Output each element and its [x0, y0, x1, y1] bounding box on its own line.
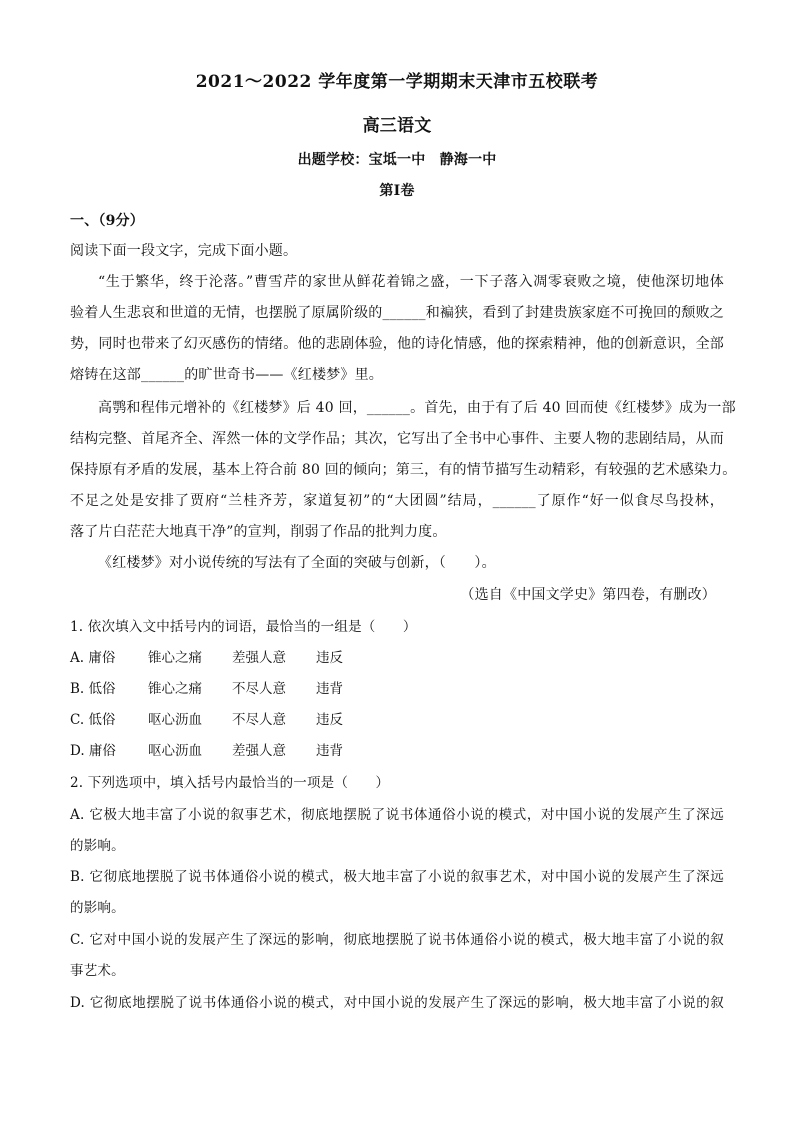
passage-line: 高鹗和程伟元增补的《红楼梦》后 40 回，______。首先，由于有了后 40 回而使《红楼梦》成为一部 [98, 400, 736, 416]
exam-page: 2021～2022 学年度第一学期期末天津市五校联考 高三语文 出题学校：宝坻一中 静海一中 第Ⅰ卷 一、（9分） 阅读下面一段文字，完成下面小题。 “生于繁华，终于沦落。”曹雪芹的家世从鲜花着锦之盛，一下子落入凋零衰败之境，使他深切地体 验着人生悲哀和世道的无情，也摆脱了原属阶级的______和褊狭，看到了封建贵族家庭不可挽回的颓败之 势，同时也带来了幻灭感伤的情绪。他的悲剧体验，他的诗化情感，他的探索精神，他的创新意识，全部 熔铸在这部______的旷世奇书——《红楼梦》里。 高鹗和程伟元增补的《红楼梦》后 40 回，______。首先，由于有了后 40 回而使《红楼梦》成为一部 结构完整、首尾齐全、浑然一体的文学作品；其次，它写出了全书中心事件、主要人物的悲剧结局，从而 保持原有矛盾的发展，基本上符合前 80 回的倾向；第三，有的情节描写生动精彩，有较强的艺术感染力。 不足之处是安排了贾府“兰桂齐芳，家道复初”的“大团圆”结局，______了原作“好一似食尽鸟投林， 落了片白茫茫大地真干净”的宣判，削弱了作品的批判力度。 《红楼梦》对小说传统的写法有了全面的突破与创新，（ ）。 （选自《中国文学史》第四卷，有删改） 1. 依次填入文中括号内的词语，最恰当的一组是（ ） A. 庸俗 锥心之痛 差强人意 违反 B. 低俗 锥心之痛 不尽人意 违背 C. 低俗 呕心沥血 不尽人意 违反 D. 庸俗 呕心沥血 差强人意 违背 2. 下列选项中，填入括号内最恰当的一项是（ ） A. 它极大地丰富了小说的叙事艺术，彻底地摆脱了说书体通俗小说的模式，对中国小说的发展产生了深远 的影响。 B. 它彻底地摆脱了说书体通俗小说的模式，极大地丰富了小说的叙事艺术，对中国小说的发展产生了深远 的影响。 C. 它对中国小说的发展产生了深远的影响，彻底地摆脱了说书体通俗小说的模式，极大地丰富了小说的叙 事艺术。 D. 它彻底地摆脱了说书体通俗小说的模式，对中国小说的发展产生了深远的影响，极大地丰富了小说的叙 [0, 0, 794, 1123]
passage-line: 保持原有矛盾的发展，基本上符合前 80 回的倾向；第三，有的情节描写生动精彩，有较强的艺术感染力。 [70, 462, 737, 478]
passage-line: 结构完整、首尾齐全、浑然一体的文学作品；其次，它写出了全书中心事件、主要人物的悲剧结局，从而 [70, 431, 724, 447]
question-2-option-c-cont: 事艺术。 [70, 963, 125, 979]
passage-line: “生于繁华，终于沦落。”曹雪芹的家世从鲜花着锦之盛，一下子落入凋零衰败之境，使他深切地体 [98, 274, 724, 290]
section-heading: 一、（9分） [70, 213, 144, 229]
question-2-option-a[interactable]: A. 它极大地丰富了小说的叙事艺术，彻底地摆脱了说书体通俗小说的模式，对中国小说的发展产生了深远 [70, 807, 724, 823]
exam-title: 2021～2022 学年度第一学期期末天津市五校联考 [195, 72, 599, 92]
school-line: 出题学校：宝坻一中 静海一中 [297, 152, 497, 168]
question-2-option-a-cont: 的影响。 [70, 838, 125, 854]
question-2-option-b[interactable]: B. 它彻底地摆脱了说书体通俗小说的模式，极大地丰富了小说的叙事艺术，对中国小说的发展产生了深远 [70, 869, 724, 885]
subject-title: 高三语文 [362, 116, 432, 136]
question-1-stem: 1. 依次填入文中括号内的词语，最恰当的一组是（ ） [70, 619, 417, 635]
passage-line: 《红楼梦》对小说传统的写法有了全面的突破与创新，（ ）。 [98, 555, 496, 571]
volume-label: 第Ⅰ卷 [379, 183, 415, 199]
passage-source: （选自《中国文学史》第四卷，有删改） [460, 587, 716, 603]
passage-line: 不足之处是安排了贾府“兰桂齐芳，家道复初”的“大团圆”结局，______了原作“好一似食尽鸟投林， [70, 493, 724, 509]
passage-line: 落了片白茫茫大地真干净”的宣判，削弱了作品的批判力度。 [70, 524, 447, 540]
passage-line: 熔铸在这部______的旷世奇书——《红楼梦》里。 [70, 367, 383, 383]
question-2-option-d[interactable]: D. 它彻底地摆脱了说书体通俗小说的模式，对中国小说的发展产生了深远的影响，极大地丰富了小说的叙 [70, 995, 724, 1011]
instruction-text: 阅读下面一段文字，完成下面小题。 [70, 243, 298, 259]
passage-line: 验着人生悲哀和世道的无情，也摆脱了原属阶级的______和褊狭，看到了封建贵族家庭不可挽回的颓败之 [70, 305, 724, 321]
question-2-option-c[interactable]: C. 它对中国小说的发展产生了深远的影响，彻底地摆脱了说书体通俗小说的模式，极大地丰富了小说的叙 [70, 932, 724, 948]
question-2-stem: 2. 下列选项中，填入括号内最恰当的一项是（ ） [70, 775, 390, 791]
passage-line: 势，同时也带来了幻灭感伤的情绪。他的悲剧体验，他的诗化情感，他的探索精神，他的创新意识，全部 [70, 336, 724, 352]
question-2-option-b-cont: 的影响。 [70, 900, 125, 916]
